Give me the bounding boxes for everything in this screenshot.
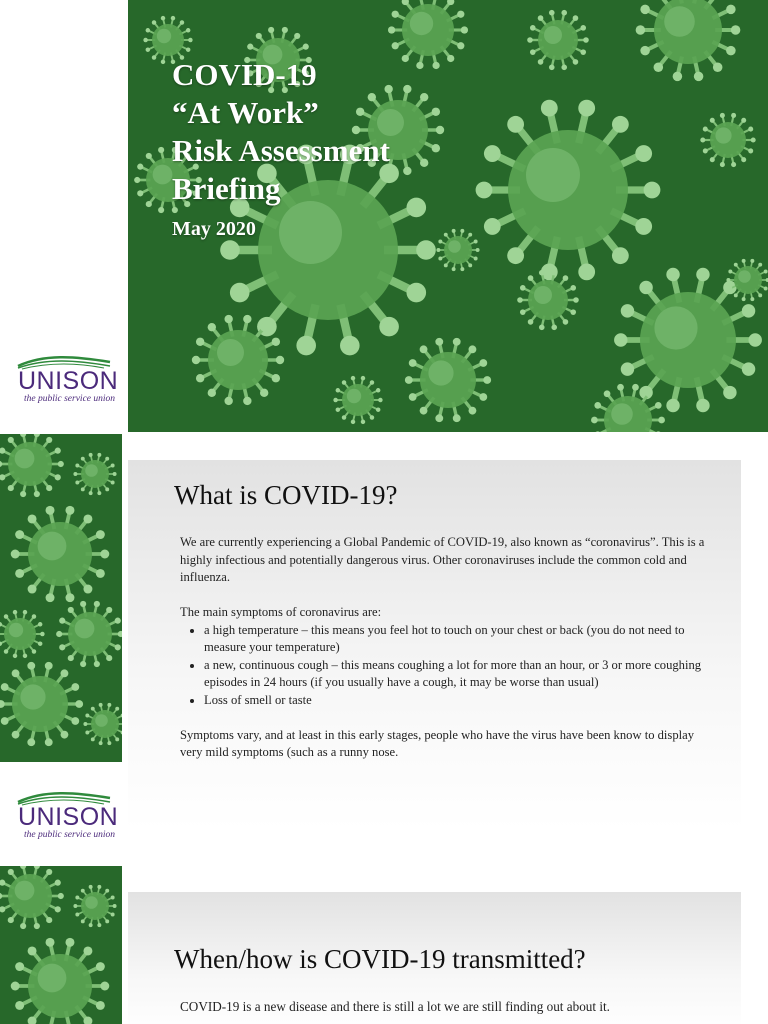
outro-paragraph: Symptoms vary, and at least in this early stages, people who have the virus have been know to display very mild symptoms (such as a runny nose. xyxy=(180,727,695,759)
title-line-1: COVID-19 xyxy=(172,57,317,92)
coronavirus-side-image xyxy=(0,434,122,762)
unison-logo xyxy=(14,790,126,840)
briefing-date: May 2020 xyxy=(172,218,256,240)
title-line-2: “At Work” xyxy=(172,95,319,130)
logo-tagline: the public service union xyxy=(24,394,116,404)
title-line-4: Briefing xyxy=(172,171,281,206)
logo-tagline: the public service union xyxy=(24,830,116,840)
title-block xyxy=(172,56,390,241)
slide-body xyxy=(180,998,710,1016)
slide-title: What is COVID-19? xyxy=(174,480,398,510)
body-paragraph: COVID-19 is a new disease and there is still a lot we are still finding out about it. xyxy=(180,999,610,1014)
coronavirus-side-image xyxy=(0,866,122,1024)
list-item: • Loss of smell or taste xyxy=(204,692,710,710)
slide-title: When/how is COVID-19 transmitted? xyxy=(174,944,586,974)
list-item: • a high temperature – this means you feel hot to touch on your chest or back (you do not need to measure your temperature) xyxy=(204,622,710,657)
symptoms-heading: The main symptoms of coronavirus are: xyxy=(180,605,382,619)
logo-wordmark: UNISON xyxy=(18,367,119,395)
title-line-3: Risk Assessment xyxy=(172,133,390,168)
symptoms-list xyxy=(180,622,710,710)
content-panel xyxy=(128,892,741,1024)
slide-body xyxy=(180,534,710,762)
title-slide xyxy=(0,0,768,432)
content-panel xyxy=(128,460,741,830)
intro-paragraph: We are currently experiencing a Global Pandemic of COVID-19, also known as “coronavirus”. This is a highly infectious and potentially dangerous virus. Other coronaviruses include the common cold and influenza. xyxy=(180,535,705,584)
what-is-covid-slide xyxy=(0,434,768,866)
unison-logo xyxy=(14,354,126,404)
logo-wordmark: UNISON xyxy=(18,803,119,831)
list-item: • a new, continuous cough – this means coughing a lot for more than an hour, or 3 or more coughing episodes in 24 hours (if you usually have a cough, it may be worse than usual) xyxy=(204,657,710,692)
transmission-slide xyxy=(0,866,768,1024)
